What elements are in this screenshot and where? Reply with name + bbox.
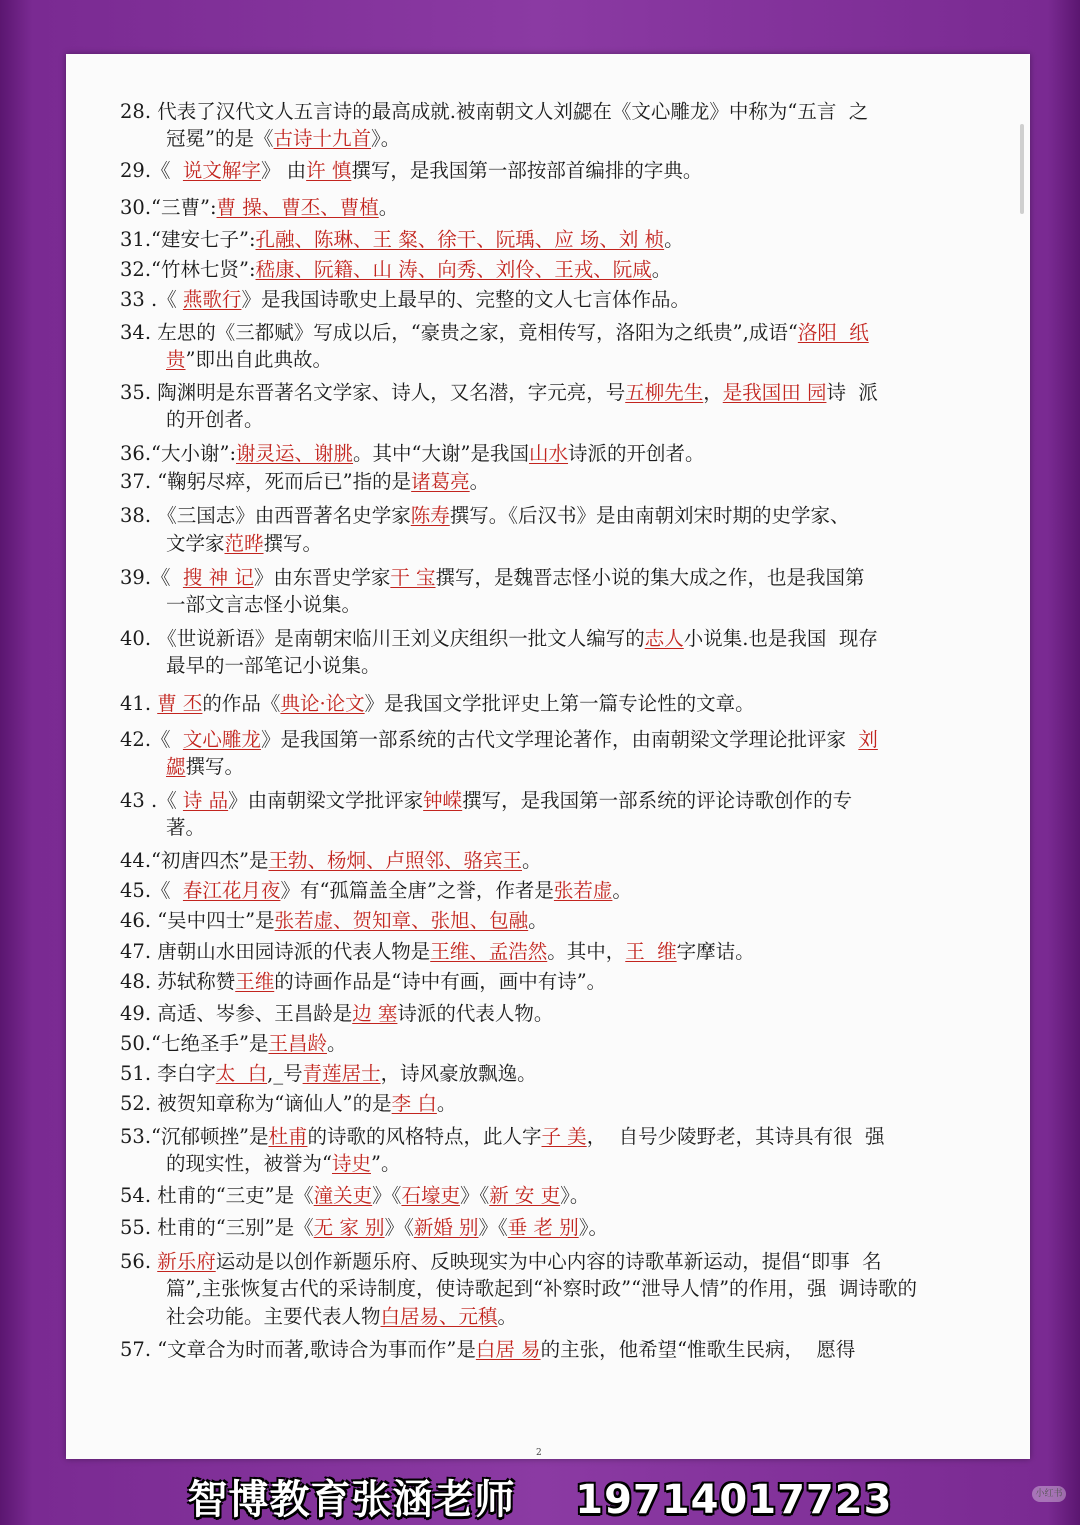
line-text: 小说集.也是我国 现存 [683,627,878,650]
line-text: 43 .《 [120,789,183,812]
text-line [120,440,980,467]
text-line [120,406,980,433]
text-line [120,591,980,618]
answer-text: 山水 [529,442,569,465]
footer-banner [0,1468,1080,1525]
answer-text: 王维、孟浩然 [430,940,548,963]
line-text: 52. 被贺知章称为“谪仙人”的是 [120,1092,392,1115]
text-line [120,1090,980,1117]
line-text: 》《 [478,1216,508,1239]
line-text: 49. 高适、岑参、王昌龄是 [120,1002,353,1025]
text-line [120,753,980,780]
text-line [120,968,980,995]
answer-text: 白居 易 [475,1338,541,1361]
line-text: 》由东晋史学家 [253,566,391,589]
line-text: 》由南朝梁文学批评家 [228,789,424,812]
answer-text: 诸葛亮 [411,470,470,493]
line-text: 32.“竹林七贤”: [120,258,256,281]
line-text: 运动是以创作新题乐府、反映现实为中心内容的诗歌革新运动，提倡“即事 名 [215,1250,882,1273]
answer-text: 新乐府 [157,1250,216,1273]
line-text: 57. “文章合为时而著,歌诗合为事而作”是 [120,1338,476,1361]
text-line [120,1060,980,1087]
line-text: 》《 [384,1216,414,1239]
answer-text: 新 安 吏 [489,1184,561,1207]
line-text: 字摩诘。 [676,940,755,963]
text-line [120,256,980,283]
line-text: 。 [326,1032,347,1055]
line-text: 》 由 [260,159,307,182]
text-line [120,1030,980,1057]
answer-text: 子 美 [541,1125,587,1148]
answer-text: 王勃、杨炯、卢照邻、骆宾王 [268,849,522,872]
answer-text: 志人 [644,627,684,650]
line-text: 的诗歌的风格特点，此人字 [307,1125,542,1148]
answer-text: 张若虚 [553,879,613,902]
answer-text: 曹 丕 [157,692,203,715]
answer-text: 钟嵘 [423,789,463,812]
line-text: 53.“沉郁顿挫”是 [120,1125,269,1148]
text-line [120,157,980,184]
answer-text: 无 家 别 [313,1216,385,1239]
answer-text: 王昌龄 [268,1032,327,1055]
line-text: 38. 《三国志》由西晋著名史学家 [120,504,411,527]
answer-text: 李 白 [391,1092,437,1115]
line-text: 。 [528,909,548,932]
line-text: 48. 苏轼称赞 [120,970,236,993]
text-line [120,625,980,652]
line-text: 54. 杜甫的“三吏”是《 [120,1184,314,1207]
line-text: 》《 [372,1184,402,1207]
line-text: 28. 代表了汉代文人五言诗的最高成就.被南朝文人刘勰在《文心雕龙》中称为“五言 之 [120,100,869,123]
line-text: ”。 [371,1152,401,1175]
answer-text: 边 塞 [352,1002,398,1025]
line-text: 。其中， [547,940,626,963]
line-text: 36.“大小谢”: [120,442,237,465]
text-line [120,1248,980,1275]
text-line [120,877,980,904]
line-text: 50.“七绝圣手”是 [120,1032,269,1055]
line-text: 》。 [578,1216,608,1239]
scrollbar[interactable] [1020,124,1024,214]
text-line [120,787,980,814]
answer-text: 谢灵运、谢朓 [236,442,354,465]
line-text: 41. [120,692,158,715]
line-text: 。 [497,1305,518,1328]
answer-text: 太 白 [215,1062,268,1085]
answer-text: 五柳先生 [625,381,704,404]
line-text: 33 .《 [120,288,183,311]
line-text: 51. 李白字 [120,1062,216,1085]
text-line [120,938,980,965]
line-text: 。 [436,1092,457,1115]
text-line [120,346,980,373]
line-text: 撰写，是我国第一部系统的评论诗歌创作的专 [462,789,853,812]
text-line [120,726,980,753]
line-text: 45.《 [120,879,183,902]
line-text: 最早的一部笔记小说集。 [166,654,381,677]
answer-text: 嵇康、阮籍、山 涛、向秀、刘伶、王戎、阮咸 [255,258,652,281]
text-line [120,1214,980,1241]
answer-text: 典论·论文 [280,692,365,715]
answer-text: 新婚 别 [413,1216,479,1239]
answer-text: 陈寿 [410,504,450,527]
line-text: 撰写。《后汉书》是由南朝刘宋时期的史学家、 [449,504,850,527]
line-text: 撰写，是魏晋志怪小说的集大成之作，也是我国第 [435,566,865,589]
line-text: 。 [521,849,542,872]
line-text: 撰写，是我国第一部按部首编排的字典。 [351,159,703,182]
line-text: 30.“三曹”: [120,196,217,219]
line-text: 冠冕”的是《 [166,127,274,150]
answer-text: 范晔 [224,532,264,555]
line-text: 。 [378,196,399,219]
line-text: 社会功能。主要代表人物 [166,1305,381,1328]
answer-text: 青莲居士 [302,1062,381,1085]
text-line [120,530,980,557]
line-text: 》。 [371,127,401,150]
line-text: ，诗风豪放飘逸。 [380,1062,537,1085]
text-line [120,226,980,253]
text-line [120,1150,980,1177]
answer-text: 说文解字 [182,159,261,182]
text-line [120,1123,980,1150]
line-text: 47. 唐朝山水田园诗派的代表人物是 [120,940,431,963]
answer-text: 贵 [166,348,186,371]
line-text: 的主张，他希望“惟歌生民病， 愿得 [540,1338,856,1361]
answer-text: 春江花月夜 [182,879,281,902]
answer-text: 白居易、元稹 [380,1305,498,1328]
text-line [120,468,980,495]
line-text: 29.《 [120,159,183,182]
page-number: 2 [536,1448,542,1458]
line-text: 的开创者。 [166,408,264,431]
answer-text: 石壕吏 [401,1184,460,1207]
line-text: 诗 派 [826,381,878,404]
line-text: 》是我国第一部系统的古代文学理论著作，由南朝梁文学理论批评家 [260,728,859,751]
line-text: 56. [120,1250,158,1273]
answer-text: 杜甫 [268,1125,308,1148]
answer-text: 许 慎 [306,159,352,182]
text-line [120,379,980,406]
answer-text: 干 宝 [390,566,436,589]
text-line [120,690,980,717]
line-text: 55. 杜甫的“三别”是《 [120,1216,314,1239]
line-text: 》有“孤篇盖全唐”之誉，作者是 [280,879,554,902]
text-line [120,98,980,125]
line-text: 35. 陶渊明是东晋著名文学家、诗人，又名潜，字元亮，号 [120,381,626,404]
text-line [120,1275,980,1302]
text-line [120,319,980,346]
line-text: 42.《 [120,728,183,751]
answer-text: 曹 操、曹丕、曹植 [216,196,379,219]
answer-text: 古诗十九首 [273,127,371,150]
answer-text: 王维 [235,970,275,993]
answer-text: 勰 [166,755,186,778]
line-text: 撰写。 [185,755,245,778]
answer-text: 孔融、陈琳、王 粲、徐干、阮瑀、应 场、刘 桢 [255,228,665,251]
line-text: 。 [664,228,684,251]
text-line [120,1182,980,1209]
answer-text: 王 维 [625,940,677,963]
text-line [120,502,980,529]
line-text: 著。 [166,816,206,839]
text-line [120,564,980,591]
answer-text: 文心雕龙 [182,728,261,751]
line-text: 》。 [560,1184,590,1207]
answer-text: 是我国田 园 [722,381,827,404]
line-text: 。其中“大谢”是我国 [353,442,529,465]
line-text: ”即出自此典故。 [185,348,332,371]
text-line [120,847,980,874]
answer-text: 张若虚、贺知章、张旭、包融 [274,909,529,932]
line-text: ， 自号少陵野老，其诗具有很 强 [586,1125,885,1148]
text-line [120,194,980,221]
line-text: 的现实性，被誉为“ [166,1152,332,1175]
line-text: 。 [651,258,672,281]
line-text: 39.《 [120,566,183,589]
text-line [120,907,980,934]
line-text: 》是我国文学批评史上第一篇专论性的文章。 [364,692,755,715]
line-text: 31.“建安七子”: [120,228,256,251]
answer-text: 垂 老 别 [507,1216,579,1239]
line-text: ,_号 [267,1062,303,1085]
text-line [120,1000,980,1027]
line-text: 》《 [459,1184,490,1207]
line-text: 文学家 [166,532,225,555]
answer-text: 洛阳 纸 [797,321,869,344]
watermark-badge: 小红书 [1032,1486,1066,1502]
text-line [120,814,980,841]
document-page [66,54,1030,1459]
text-line [120,1303,980,1330]
text-line [120,652,980,679]
line-text: 44.“初唐四杰”是 [120,849,269,872]
line-text: 篇”,主张恢复古代的采诗制度，使诗歌起到“补察时政”“泄导人情”的作用，强 调诗歌的 [166,1277,917,1300]
answer-text: 刘 [858,728,878,751]
answer-text: 诗 品 [182,789,229,812]
line-text: 37. “鞠躬尽瘁，死而后已”指的是 [120,470,412,493]
line-text: 。 [612,879,632,902]
answer-text: 燕歌行 [182,288,242,311]
answer-text: 潼关吏 [313,1184,373,1207]
line-text: 。 [469,470,490,493]
text-line [120,125,980,152]
line-text: ， [703,381,723,404]
line-text: 46. “吴中四士”是 [120,909,275,932]
line-text: 撰写。 [263,532,323,555]
answer-text: 诗史 [331,1152,371,1175]
line-text: 34. 左思的《三都赋》写成以后，“豪贵之家，竟相传写，洛阳为之纸贵”,成语“ [120,321,798,344]
text-line [120,1336,980,1363]
answer-text: 搜 神 记 [182,566,254,589]
line-text: 的作品《 [202,692,281,715]
line-text: 一部文言志怪小说集。 [166,593,362,616]
line-text: 诗派的开创者。 [568,442,705,465]
text-line [120,286,980,313]
line-text: 》是我国诗歌史上最早的、完整的文人七言体作品。 [241,288,690,311]
line-text: 40. 《世说新语》是南朝宋临川王刘义庆组织一批文人编写的 [120,627,645,650]
line-text: 的诗画作品是“诗中有画，画中有诗”。 [274,970,607,993]
footer-text: 智博教育张涵老师 19714017723 [187,1477,893,1523]
line-text: 诗派的代表人物。 [397,1002,554,1025]
